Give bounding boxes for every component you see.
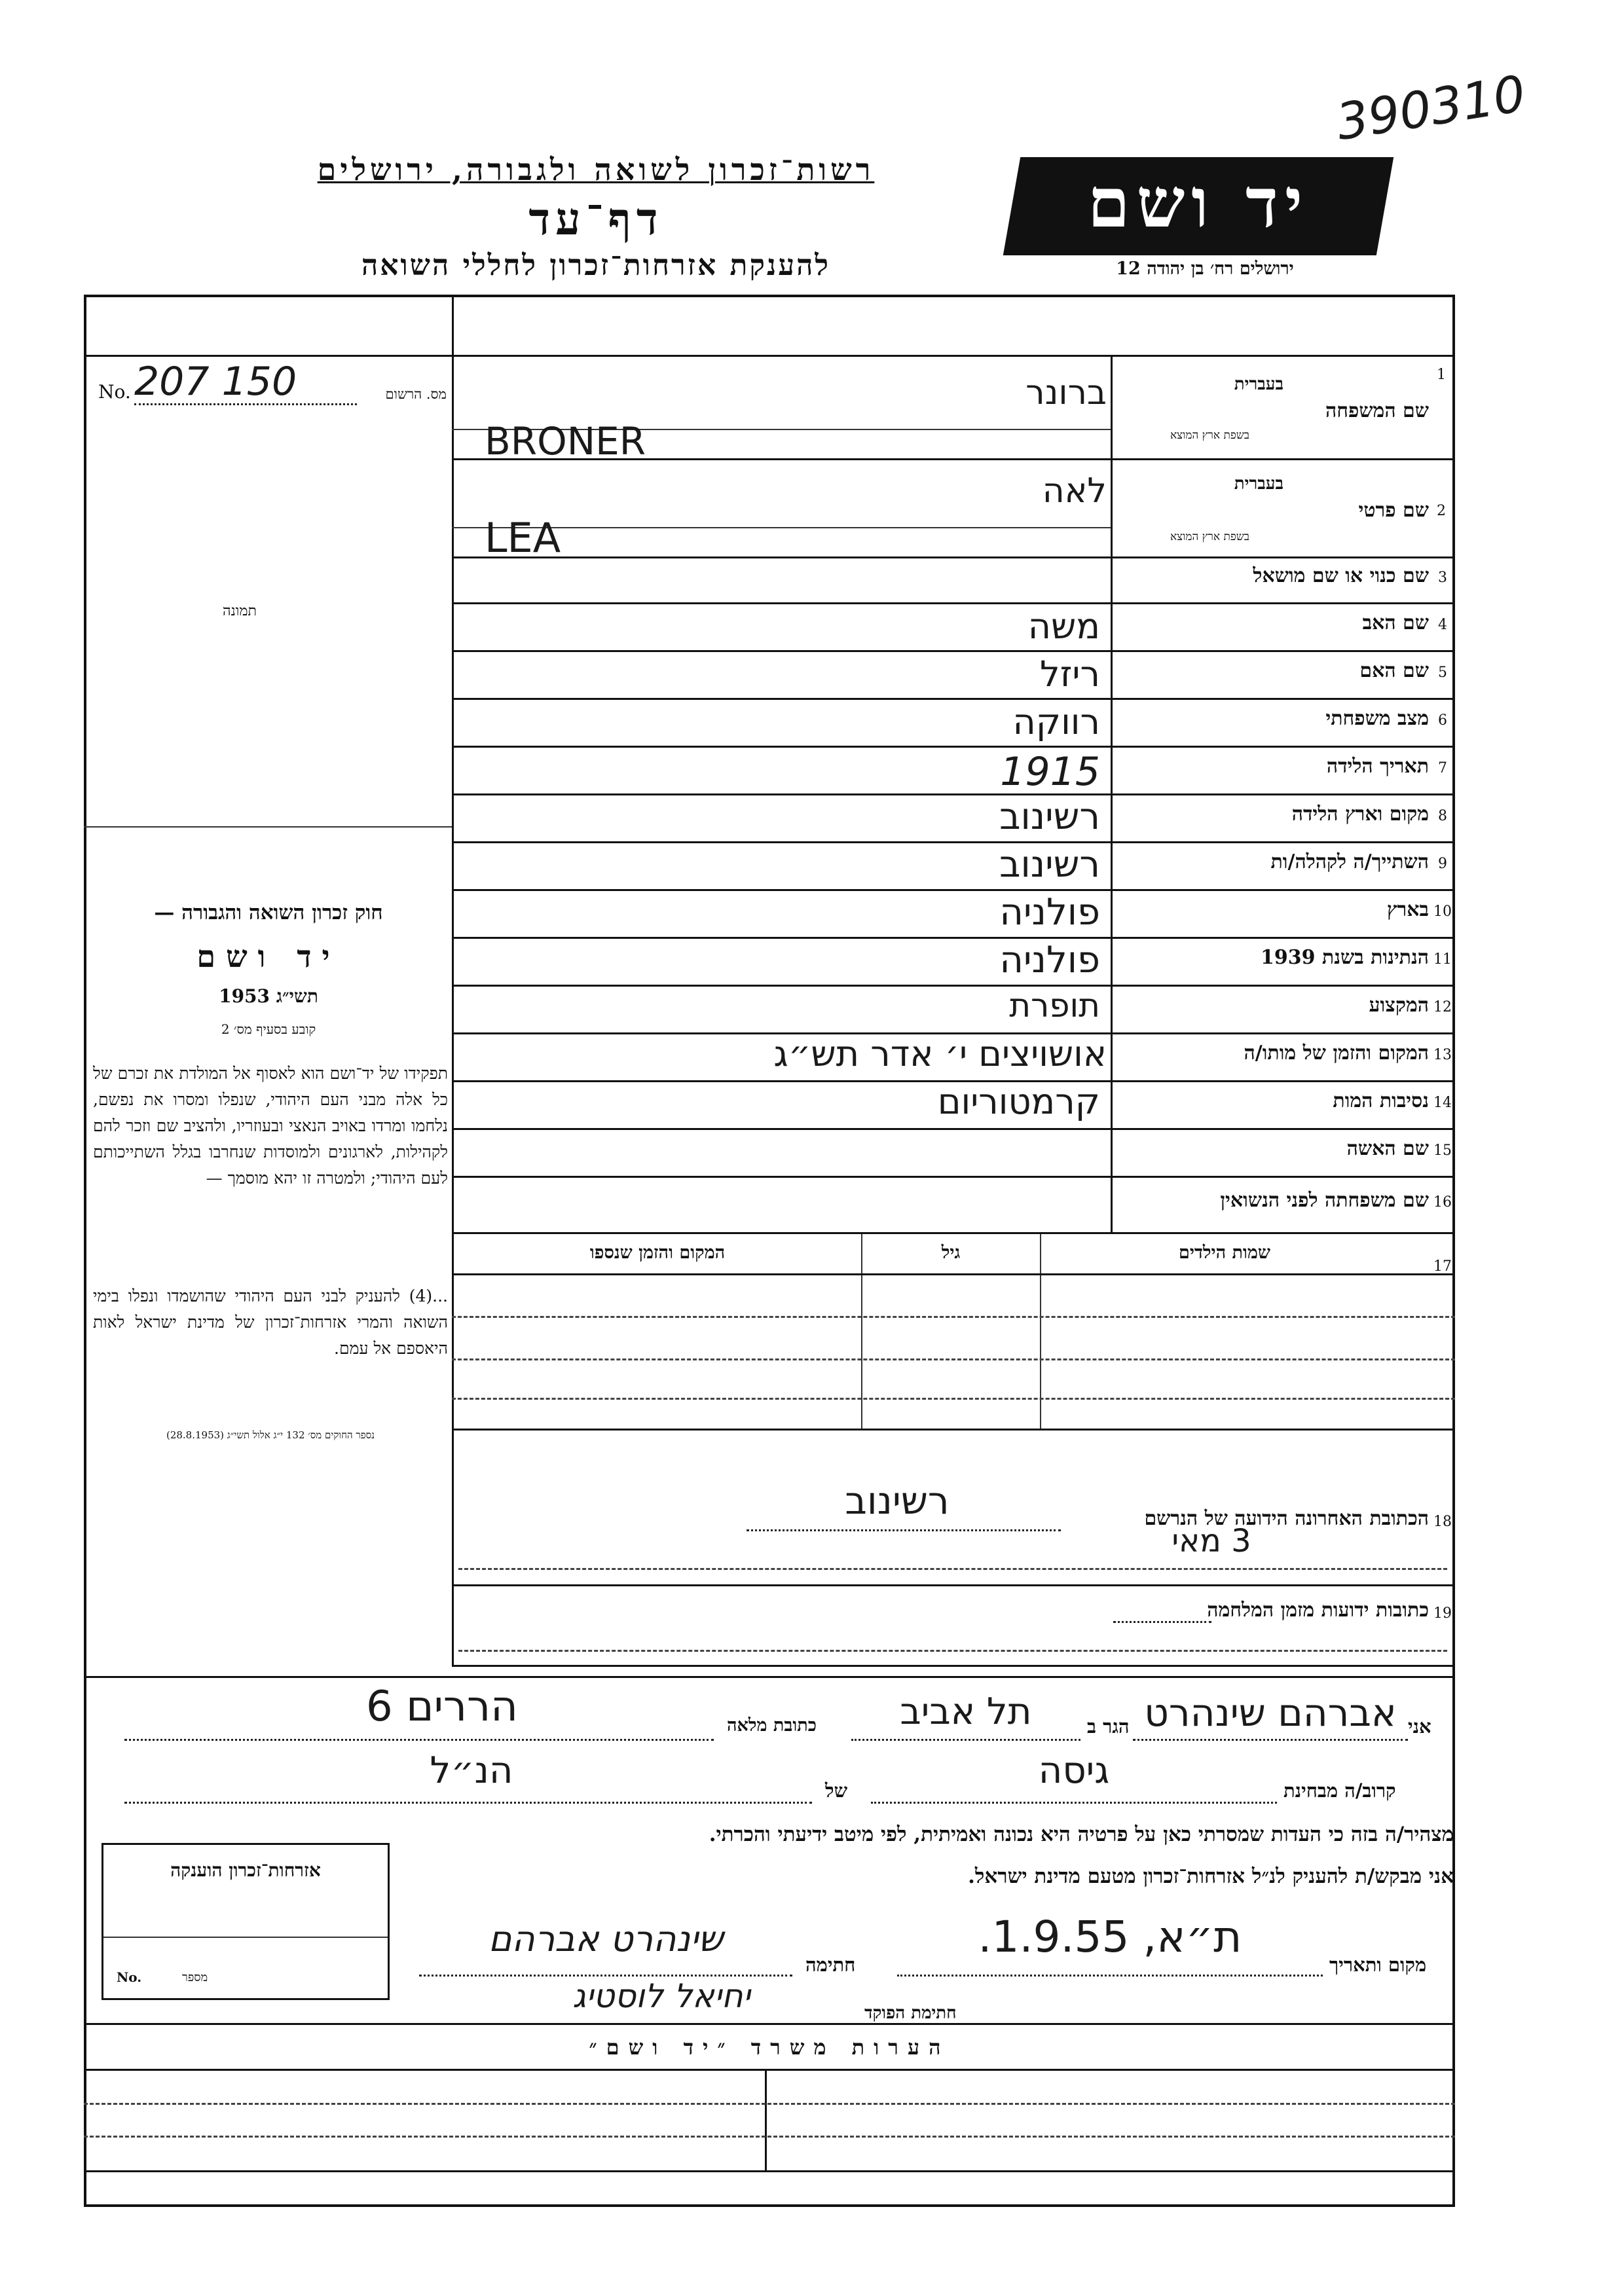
field-value-hebrew[interactable]: ברונר xyxy=(1025,373,1107,412)
field-sublabel-native: בשפת ארץ המוצא xyxy=(1170,429,1249,442)
declarant-city[interactable]: תל אביב xyxy=(900,1690,1032,1733)
declarant-name[interactable]: אברהם שינהרט xyxy=(1144,1690,1397,1735)
photo-label: תמונה xyxy=(223,603,257,619)
field-label: המקום והזמן של מותו/ה xyxy=(1244,1042,1429,1065)
field-label: שם האב xyxy=(1362,611,1429,634)
children-header-age: גיל xyxy=(941,1243,961,1263)
logo-address: ירושלים רח׳ בן יהודה 12 xyxy=(1116,259,1294,279)
field-label: כתובות ידועות מזמן המלחמה xyxy=(1207,1599,1429,1622)
field-label: שם פרטי xyxy=(1358,499,1429,522)
relation-value[interactable]: גיסה xyxy=(1038,1749,1110,1792)
field-value[interactable]: קרמטוריום xyxy=(937,1081,1100,1122)
field-value[interactable]: תופרת xyxy=(1009,987,1100,1025)
field-value[interactable]: רשינוב xyxy=(999,795,1100,838)
declaration-ani: אני xyxy=(1408,1715,1431,1738)
field-value[interactable]: רווקה xyxy=(1012,701,1100,742)
stamp-box-title: אזרחות־זכרון הוענקה xyxy=(170,1859,321,1881)
field-value-native[interactable]: BRONER xyxy=(485,419,646,464)
field-label: שם המשפחה xyxy=(1325,399,1429,422)
field-label: מצב משפחתי xyxy=(1325,707,1429,730)
field-value[interactable]: פולניה xyxy=(999,939,1100,981)
stamp-box-no: No. xyxy=(117,1969,142,1985)
field-sublabel-hebrew: בעברית xyxy=(1234,374,1283,394)
address-label: כתובת מלאה xyxy=(727,1715,817,1736)
law-name: יד ושם xyxy=(196,939,341,974)
archive-number: 390310 xyxy=(1332,64,1530,152)
declaration-statement-1: מצהיר/ה בזה כי העדות שמסרתי כאן על פרטיה היא נכונה ואמיתית, לפי מיטב ידיעתי והכרתי. xyxy=(709,1823,1454,1846)
field-label: השתייך/ה לקהלה/ות xyxy=(1270,850,1429,873)
declaration-statement-2: אני מבקש/ת להעניק לנ״ל אזרחות־זכרון מטעם מדינת ישראל. xyxy=(968,1865,1454,1888)
field-value[interactable]: פולניה xyxy=(999,891,1100,934)
relative-label: קרוב/ה מבחינת xyxy=(1283,1779,1396,1802)
field-value[interactable]: אושויצים י׳ אדר תש״ג xyxy=(773,1033,1107,1074)
page-subtitle: להענקת אזרחות־זכרון לחללי השואה xyxy=(361,249,830,282)
place-date-value[interactable]: ת״א, 1.9.55. xyxy=(978,1912,1242,1962)
declarant-address[interactable]: הררים 6 xyxy=(366,1683,518,1731)
field-value[interactable]: ריזל xyxy=(1040,653,1100,695)
law-title: חוק זכרון השואה והגבורה — xyxy=(154,901,383,924)
law-section-ref: קובע בסעיף מס׳ 2 xyxy=(221,1021,316,1037)
field-value-2[interactable]: 3 מאי xyxy=(1172,1523,1251,1559)
field-label: המקצוע xyxy=(1369,994,1429,1017)
law-footnote: נספר החוקים מס׳ 132 י״ג אלול תשי״ג (28.8.1953) xyxy=(166,1429,375,1441)
field-label: שם משפחתה לפני הנשואין xyxy=(1220,1189,1429,1212)
law-year: תשי״ג 1953 xyxy=(219,985,318,1007)
of-value[interactable]: הנ״ל xyxy=(430,1749,513,1792)
officer-signature[interactable]: יחיאל לוסטיג xyxy=(572,1977,750,2015)
place-date-label: מקום ותאריך xyxy=(1329,1954,1427,1976)
authority-title: רשות־זכרון לשואה ולגבורה, ירושלים xyxy=(317,152,875,187)
stamp-box-number-label: מספר xyxy=(182,1971,208,1984)
field-label: הכתובת האחרונה הידועה של הנרשם xyxy=(1144,1507,1429,1530)
field-value[interactable]: רשינוב xyxy=(845,1478,950,1523)
citizenship-stamp-box xyxy=(101,1843,390,2000)
logo-text: יד ושם xyxy=(1087,162,1310,243)
field-value[interactable]: 1915 xyxy=(1000,749,1100,795)
signature-value[interactable]: שינהרט אברהם xyxy=(488,1918,724,1959)
field-label: בארץ xyxy=(1386,898,1429,921)
field-label: תאריך הלידה xyxy=(1326,755,1429,778)
field-label: שם האם xyxy=(1359,659,1429,682)
office-notes-title: הערות משרד ״יד ושם״ xyxy=(589,2035,950,2060)
signature-label: חתימה xyxy=(805,1954,856,1976)
field-label: מקום וארץ הלידה xyxy=(1291,803,1429,826)
field-label: שם האשה xyxy=(1346,1137,1429,1160)
of-label: של xyxy=(825,1779,848,1802)
field-sublabel-native: בשפת ארץ המוצא xyxy=(1170,530,1249,543)
field-label: שם כנוי או שם מושאל xyxy=(1253,564,1429,587)
registration-prefix: No. xyxy=(98,381,131,403)
field-label: הנתינות בשנת 1939 xyxy=(1260,946,1429,969)
page-title: דף־עד xyxy=(528,193,663,246)
field-value-native[interactable]: LEA xyxy=(485,514,561,562)
children-header-names: שמות הילדים xyxy=(1178,1243,1271,1263)
field-value-hebrew[interactable]: לאה xyxy=(1042,471,1107,511)
registration-number: 207 150 xyxy=(134,359,297,405)
field-label: נסיבות המות xyxy=(1333,1089,1429,1112)
registration-label: מס. הרשום xyxy=(385,386,447,402)
field-sublabel-hebrew: בעברית xyxy=(1234,474,1283,494)
resident-label: הגר ב xyxy=(1087,1715,1130,1738)
field-value[interactable]: משה xyxy=(1027,606,1100,647)
children-header-place: המקום והזמן שנספו xyxy=(589,1243,726,1263)
officer-label: חתימת הפוקד xyxy=(864,2003,957,2023)
law-paragraph-1: תפקידו של יד־ושם הוא לאסוף אל המולדת את זכרם של כל אלה מבני העם היהודי, שנפלו ומסרו את נפשם, נלחמו ומרדו באויב הנאצי ובעוזריו, ולהציב שם וזכר להם לקהילות, לארגונים ולמוסדות שנחרבו בגלל השתייכותם לעם היהודי; ולמטרה זו יהא מוסמך — xyxy=(93,1064,448,1188)
field-value[interactable]: רשינוב xyxy=(999,843,1100,886)
law-paragraph-2: ...(4) להעניק לבני העם היהודי שהושמדו ונפלו בימי השואה והמרי אזרחות־זכרון של מדינת ישראל לאות היאספם אל עמם. xyxy=(93,1286,448,1358)
